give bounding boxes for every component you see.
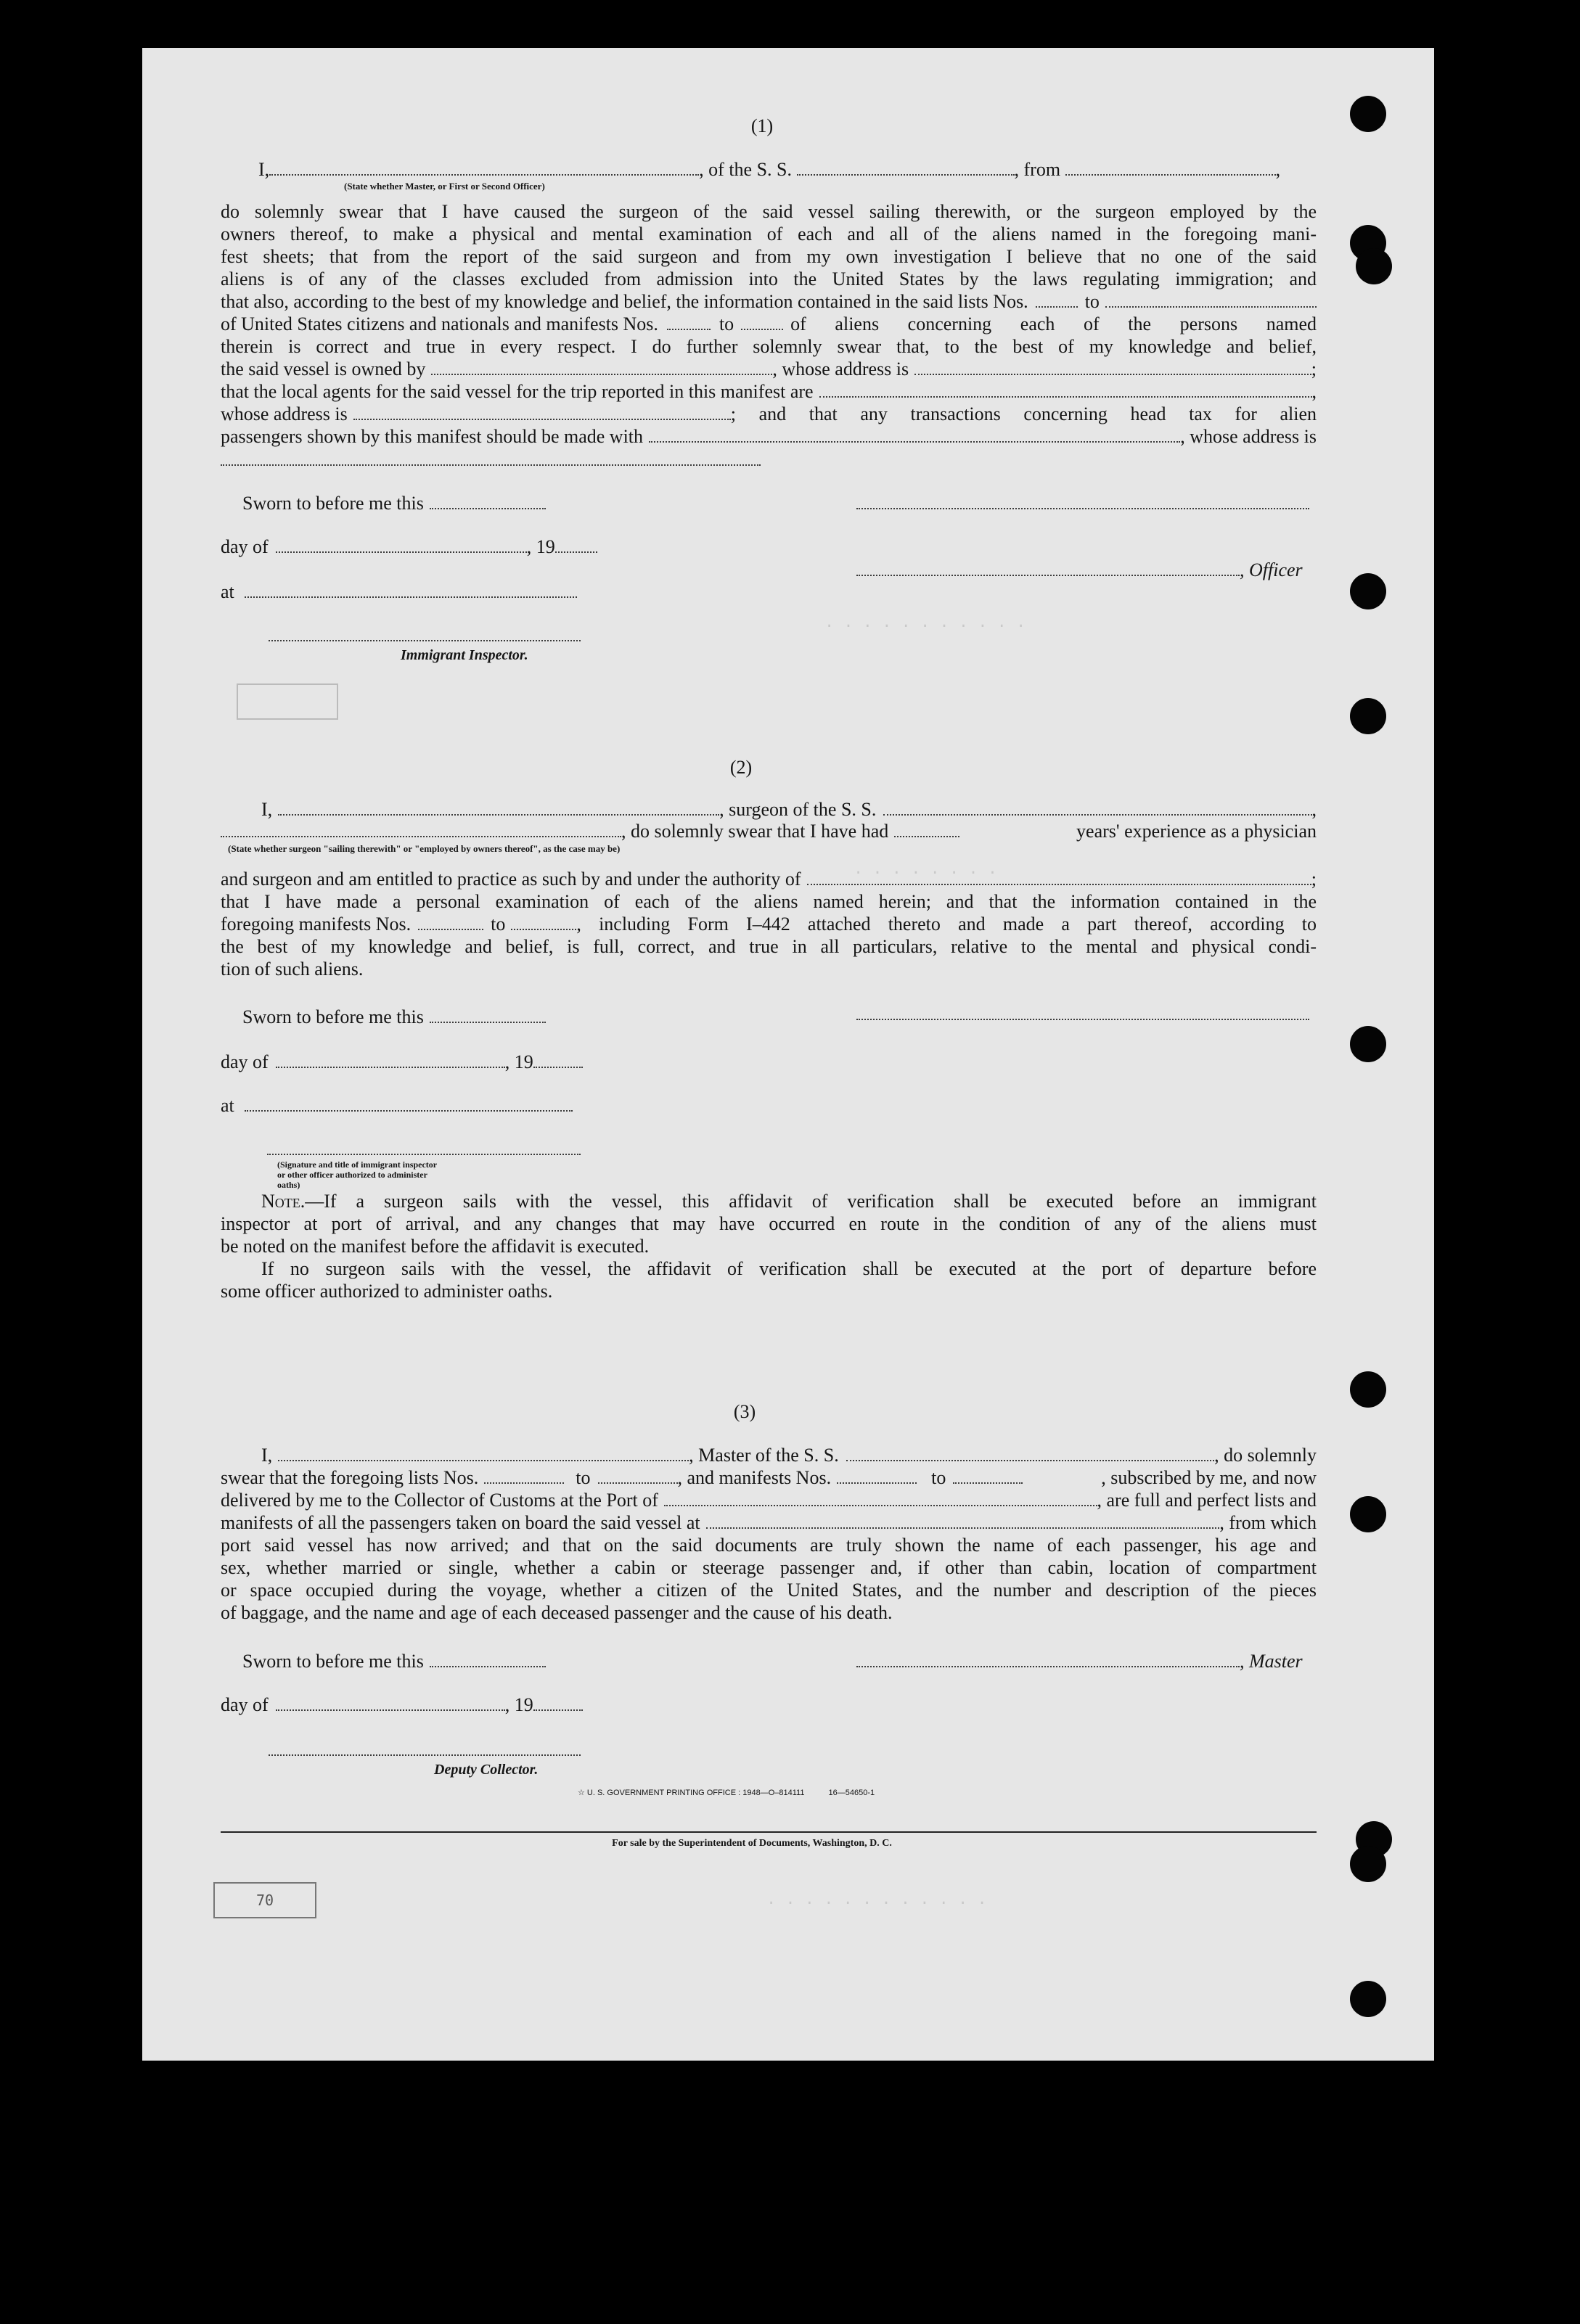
section-number: (2): [729, 757, 753, 778]
text-line: inspector at port of arrival, and any changes that may have occurred en route in the condition of any of the aliens must: [221, 1213, 1317, 1234]
text-line: of baggage, and the name and age of each deceased passenger and the cause of his death.: [221, 1602, 893, 1623]
text-line: tion of such aliens.: [221, 958, 364, 980]
master-name-field[interactable]: [278, 1447, 689, 1461]
text-line: therein is correct and true in every respect. I do further solemnly swear that, to the best of my knowledge and belief,: [221, 336, 1317, 357]
gpo-imprint: [578, 1788, 875, 1798]
at-line: [221, 580, 577, 603]
text-segment: ; and that any transactions concerning head tax for alien: [730, 403, 1317, 424]
surgeon-signature-field[interactable]: [856, 1019, 1309, 1020]
year-field[interactable]: [533, 1054, 583, 1068]
officer-signature-line: [856, 559, 1303, 581]
oath-paragraph-3: [221, 1466, 1317, 1624]
section-number: (1): [750, 115, 774, 136]
officer-title-field[interactable]: [269, 161, 699, 176]
text-segment: and surgeon and am entitled to practice as such by and under the authority of: [221, 869, 801, 890]
oath-paragraph-1: [221, 200, 1317, 448]
year-field[interactable]: [533, 1696, 583, 1711]
officer-signature-field[interactable]: [856, 562, 1240, 576]
sworn-label: Sworn to before me this: [242, 493, 424, 514]
text-line: [221, 913, 1317, 935]
sworn-date-field[interactable]: [430, 1009, 546, 1023]
text-segment: passengers shown by this manifest should be made with: [221, 426, 644, 447]
local-agents-field[interactable]: [819, 383, 1312, 398]
punch-hole: [1350, 698, 1386, 734]
punch-hole: [1350, 573, 1386, 609]
comma: ,: [1275, 159, 1281, 180]
punch-hole: [1350, 1846, 1386, 1882]
text-segment: , and manifests Nos.: [677, 1467, 832, 1488]
text-segment: , from which: [1219, 1512, 1317, 1533]
vessel-name-field[interactable]: [883, 801, 1311, 816]
text-line: [221, 1466, 1317, 1489]
master-label: , Master: [1240, 1651, 1303, 1672]
punch-hole: [1356, 248, 1392, 284]
to-label: to: [576, 1467, 591, 1488]
day-of-label: day of: [221, 536, 269, 557]
text-line: sex, whether married or single, whether a cabin or steerage passenger and, if other than cabin, location of compartment: [221, 1557, 1317, 1578]
manifests-from-field[interactable]: [667, 316, 711, 330]
experience-line: [221, 820, 1317, 842]
authority-line: [221, 868, 1317, 890]
month-field[interactable]: [276, 1054, 505, 1068]
i-label: I,: [258, 159, 270, 180]
text-segment: the said vessel is owned by: [221, 358, 426, 379]
note-paragraph: [221, 1190, 1317, 1302]
inspector-signature-field[interactable]: [269, 640, 581, 641]
surgeon-oath-line: [261, 798, 1317, 821]
text-segment: , Master of the S. S.: [689, 1445, 839, 1466]
text-line: [221, 1489, 1317, 1511]
text-line: some officer authorized to administer oaths.: [221, 1281, 553, 1302]
month-field[interactable]: [276, 1696, 505, 1711]
year-prefix: , 19: [526, 536, 555, 557]
form-number: 16—54650-1: [828, 1789, 875, 1797]
text-line: the best of my knowledge and belief, is full, correct, and true in all particulars, relative to the mental and physical condi-: [221, 936, 1317, 957]
vessel-name-field[interactable]: [846, 1447, 1214, 1461]
day-of-line: [221, 1693, 583, 1716]
comma: ,: [1311, 381, 1317, 402]
text-line: be noted on the manifest before the affidavit is executed.: [221, 1236, 650, 1257]
place-field[interactable]: [245, 583, 577, 598]
text-segment: , including Form I–442 attached thereto and made a part thereof, according to: [576, 913, 1317, 935]
surgeon-status-instruction: (State whether surgeon "sailing therewith" or "employed by owners thereof", as the case may be): [228, 843, 621, 854]
text-segment: foregoing manifests Nos.: [221, 913, 412, 935]
to-label: to: [931, 1467, 946, 1488]
text-segment: , are full and perfect lists and: [1097, 1490, 1317, 1511]
manifest-reverse-page: [142, 48, 1434, 2061]
punch-hole: [1350, 1496, 1386, 1532]
vessel-name-field[interactable]: [797, 161, 1015, 176]
day-of-label: day of: [221, 1051, 269, 1072]
officer-oath-line: [221, 158, 1317, 181]
i-label: I,: [261, 1445, 273, 1466]
sworn-line: [242, 1650, 546, 1672]
text-segment: , whose address is: [1180, 426, 1317, 447]
master-signature-field[interactable]: [856, 1653, 1240, 1667]
year-field[interactable]: [555, 538, 597, 553]
to-label: to: [719, 313, 734, 334]
oath-officer-signature-field[interactable]: [267, 1154, 581, 1155]
text-segment: swear that the foregoing lists Nos.: [221, 1467, 479, 1488]
punch-hole: [1350, 1371, 1386, 1408]
text-segment: , surgeon of the S. S.: [719, 799, 877, 820]
bleed-through-text: . . . . . . . . . . . .: [766, 1891, 987, 1909]
text-line: owners thereof, to make a physical and mental examination of each and all of the aliens named in the foregoing mani-: [221, 223, 1317, 245]
master-signature-line: [856, 1650, 1303, 1672]
to-label: to: [1084, 291, 1100, 312]
manifests-to-field[interactable]: [511, 916, 576, 930]
text-segment: years' experience as a physician: [1076, 821, 1317, 842]
lists-from-field[interactable]: [484, 1469, 564, 1484]
signature-caption: (Signature and title of immigrant inspector or other officer authorized to administer oaths): [277, 1159, 437, 1190]
year-prefix: , 19: [504, 1051, 533, 1072]
text-segment: whose address is: [221, 403, 348, 424]
manifests-from-field[interactable]: [418, 916, 483, 930]
at-line: [221, 1094, 573, 1117]
from-label: , from: [1014, 159, 1061, 180]
master-oath-line: [221, 1444, 1317, 1466]
text-line: [221, 313, 1317, 335]
sworn-date-field[interactable]: [430, 495, 546, 509]
immigrant-inspector-caption: Immigrant Inspector.: [401, 647, 528, 663]
officer-title-instruction: (State whether Master, or First or Second Officer): [344, 181, 545, 192]
text-line: [221, 1190, 1317, 1212]
of-ss-label: , of the S. S.: [699, 159, 793, 180]
owner-address-field[interactable]: [914, 361, 1311, 375]
text-line: If no surgeon sails with the vessel, the affidavit of verification shall be executed at the port of departure before: [261, 1258, 1317, 1279]
embarkation-port-field[interactable]: [706, 1514, 1220, 1529]
text-segment: , do solemnly swear that I have had: [621, 821, 889, 842]
archive-stamp: [213, 1882, 316, 1918]
text-segment: , subscribed by me, and now: [1101, 1467, 1317, 1488]
bleed-through-text: . . . . . . . .: [854, 861, 998, 879]
punch-hole: [1350, 1981, 1386, 2017]
lists-to-field[interactable]: [598, 1469, 678, 1484]
lists-to-field[interactable]: [1105, 293, 1317, 308]
deputy-collector-caption: Deputy Collector.: [434, 1762, 539, 1778]
at-label: at: [221, 1095, 234, 1116]
owner-field[interactable]: [431, 361, 772, 375]
manifests-to-field[interactable]: [741, 316, 783, 330]
text-segment: of aliens concerning each of the persons named: [790, 313, 1317, 334]
authority-field[interactable]: [807, 871, 1311, 885]
at-label: at: [221, 581, 234, 602]
sworn-label: Sworn to before me this: [242, 1006, 424, 1027]
place-field[interactable]: [245, 1097, 573, 1112]
faint-box-stamp: [237, 683, 338, 720]
sworn-line: [242, 492, 546, 514]
text-segment: that the local agents for the said vessel for the trip reported in this manifest are: [221, 381, 814, 402]
text-line: aliens is of any of the classes excluded from admission into the United States by the laws regulating immigration; and: [221, 268, 1317, 290]
head-tax-address-field[interactable]: [221, 464, 761, 466]
bleed-through-text: . . . . . . . . . . .: [824, 614, 1026, 632]
day-of-label: day of: [221, 1694, 269, 1715]
text-line: port said vessel has now arrived; and that on the said documents are truly shown the name of each passenger, his age and: [221, 1535, 1317, 1556]
head-tax-party-field[interactable]: [649, 428, 1180, 443]
i-label: I,: [261, 799, 273, 820]
text-segment: , whose address is: [772, 358, 909, 379]
surgeon-status-field[interactable]: [221, 823, 621, 837]
from-port-field[interactable]: [1065, 161, 1276, 176]
lists-from-field[interactable]: [1036, 293, 1078, 308]
text-segment: delivered by me to the Collector of Customs at the Port of: [221, 1490, 658, 1511]
text-segment: that also, according to the best of my knowledge and belief, the information contained in the said lists Nos.: [221, 291, 1028, 312]
note-label: Note.: [261, 1191, 306, 1212]
stamp-text: 70: [255, 1892, 274, 1909]
manifests-to-field[interactable]: [953, 1469, 1023, 1484]
oath-paragraph-2: [221, 890, 1317, 980]
text-line: [221, 425, 1317, 448]
comma: ,: [1311, 799, 1317, 820]
deputy-signature-field[interactable]: [269, 1754, 581, 1756]
sworn-line: [242, 1006, 546, 1028]
port-field[interactable]: [664, 1492, 1097, 1506]
text-segment: manifests of all the passengers taken on board the said vessel at: [221, 1512, 700, 1533]
to-label: to: [491, 913, 506, 935]
semicolon: ;: [1311, 358, 1317, 379]
punch-hole: [1350, 1026, 1386, 1062]
manifests-from-field[interactable]: [837, 1469, 917, 1484]
section-number: (3): [733, 1401, 756, 1422]
semicolon: ;: [1311, 869, 1317, 890]
day-of-line: [221, 535, 597, 558]
text-segment: —If a surgeon sails with the vessel, this affidavit of verification shall be executed before an immigrant: [305, 1191, 1317, 1212]
sale-notice: For sale by the Superintendent of Documents, Washington, D. C.: [612, 1838, 892, 1849]
agents-address-field[interactable]: [353, 406, 731, 420]
text-line: [221, 358, 1317, 380]
text-segment: of United States citizens and nationals and manifests Nos.: [221, 313, 658, 334]
master-signature-field[interactable]: [856, 508, 1309, 509]
printing-office-text: ☆ U. S. GOVERNMENT PRINTING OFFICE : 1948—O–814111: [578, 1789, 805, 1797]
text-line: [221, 290, 1317, 313]
text-line: that I have made a personal examination of each of the aliens named herein; and that the information contained in the: [221, 891, 1317, 912]
year-prefix: , 19: [504, 1694, 533, 1715]
officer-label: , Officer: [1240, 559, 1303, 580]
text-line: do solemnly swear that I have caused the surgeon of the said vessel sailing therewith, or the surgeon employed by the: [221, 201, 1317, 222]
text-segment: , do solemnly: [1214, 1445, 1317, 1466]
years-field[interactable]: [894, 823, 959, 837]
sworn-label: Sworn to before me this: [242, 1651, 424, 1672]
text-line: [221, 403, 1317, 425]
surgeon-name-field[interactable]: [278, 801, 719, 816]
sworn-date-field[interactable]: [430, 1653, 546, 1667]
text-line: [221, 1511, 1317, 1534]
text-line: [221, 380, 1317, 403]
text-line: or space occupied during the voyage, whether a citizen of the United States, and the number and description of the pieces: [221, 1580, 1317, 1601]
footer-rule: [221, 1831, 1317, 1833]
text-line: fest sheets; that from the report of the said surgeon and from my own investigation I believe that no one of the said: [221, 246, 1317, 267]
month-field[interactable]: [276, 538, 527, 553]
day-of-line: [221, 1051, 583, 1073]
